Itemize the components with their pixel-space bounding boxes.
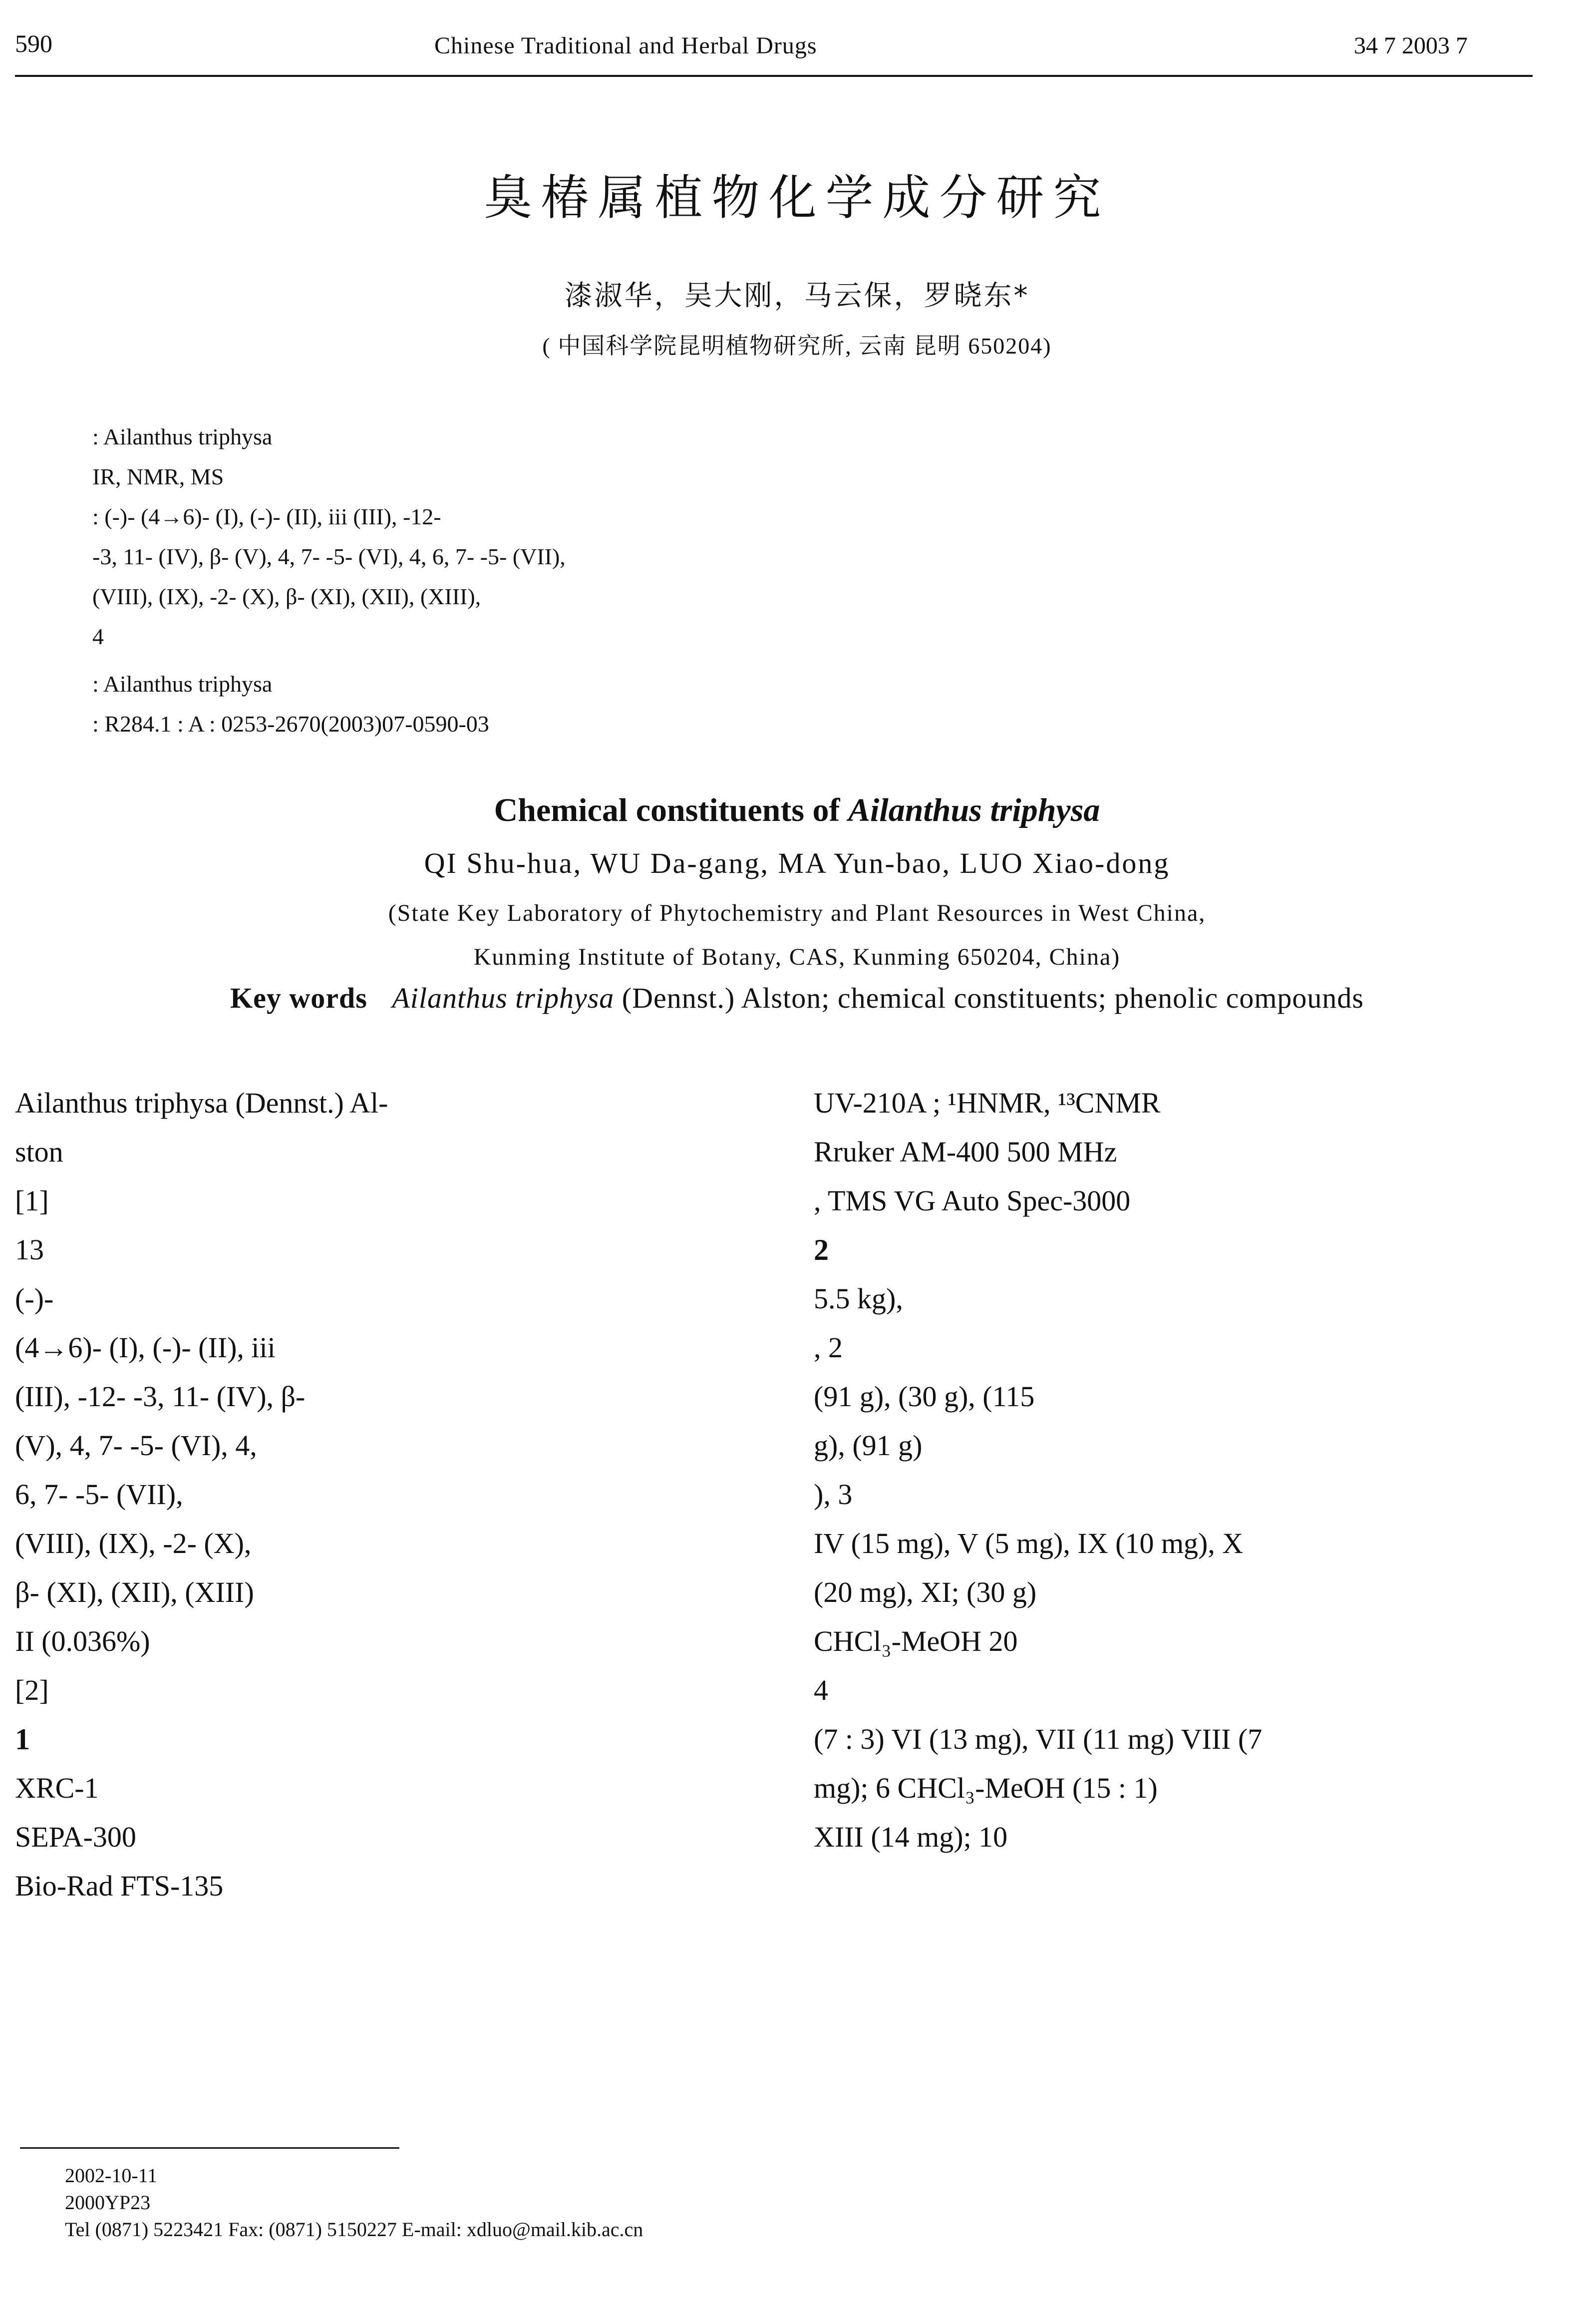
footnote-contact: Tel (0871) 5223421 Fax: (0871) 5150227 E-mail: xdluo@mail.kib.ac.cn [65,2218,643,2241]
body-line: , 2 [814,1331,843,1364]
footnote-rule [20,2147,399,2149]
journal-name: Chinese Traditional and Herbal Drugs [434,32,817,59]
body-column-left [15,1079,734,1911]
affiliation-line: (State Key Laboratory of Phytochemistry and Plant Resources in West China, [388,900,1206,926]
keywords-line: : Ailanthus triphysa [92,671,273,697]
english-title [0,791,1594,829]
footnotes [65,2162,1513,2243]
abstract-line: (VIII), (IX), -2- (X), β- (XI), (XII), (XIII), [92,584,481,609]
page-number: 590 [15,29,52,57]
english-authors: QI Shu-hua, WU Da-gang, MA Yun-bao, LUO Xiao-dong [424,847,1170,879]
body-line: mg); 6 CHCl₃-MeOH (15 : 1) [814,1772,1158,1804]
body-line: [1] [15,1184,49,1217]
body-line: SEPA-300 [15,1821,136,1853]
abstract-line: : Ailanthus triphysa [92,424,273,449]
english-title-species: Ailanthus triphysa [848,792,1100,828]
english-affiliation [0,891,1594,979]
body-line: Ailanthus triphysa (Dennst.) Al- [15,1087,388,1119]
body-line: Bio-Rad FTS-135 [15,1870,224,1902]
body-line: [2] [15,1674,49,1706]
classification-line: : R284.1 : A : 0253-2670(2003)07-0590-03 [92,711,489,737]
english-keywords [0,981,1594,1015]
chinese-abstract [92,417,1530,657]
body-line: IV (15 mg), V (5 mg), IX (10 mg), X [814,1527,1244,1559]
body-line: ), 3 [814,1478,853,1511]
chinese-keywords-classification [92,664,1530,744]
keywords-text: (Dennst.) Alston; chemical constituents; phenolic compounds [622,982,1364,1014]
footnote-funding: 2000YP23 [65,2191,151,2214]
body-line: XRC-1 [15,1772,99,1804]
affiliation-line: Kunming Institute of Botany, CAS, Kunming 650204, China) [473,944,1121,970]
chinese-title: 臭椿属植物化学成分研究 [484,171,1110,225]
footnote-received: 2002-10-11 [65,2164,158,2187]
body-line: 13 [15,1233,44,1266]
body-column-right [814,1079,1533,1862]
body-line: β- (XI), (XII), (XIII) [15,1576,254,1608]
body-line: (VIII), (IX), -2- (X), [15,1527,252,1559]
body-line: ston [15,1136,63,1168]
english-title-text: Chemical constituents of [494,792,840,828]
abstract-line: 4 [92,624,104,649]
body-line: (V), 4, 7- -5- (VI), 4, [15,1429,257,1462]
body-line: 5.5 kg), [814,1282,903,1315]
keywords-label: Key words [230,982,367,1014]
body-line: (20 mg), XI; (30 g) [814,1576,1037,1608]
body-line: (7 : 3) VI (13 mg), VII (11 mg) VIII (7 [814,1723,1263,1755]
body-line: CHCl₃-MeOH 20 [814,1625,1018,1657]
chinese-affiliation: ( 中国科学院昆明植物研究所, 云南 昆明 650204) [542,333,1052,359]
issue-info: 34 7 2003 7 [1354,32,1468,59]
body-line: 6, 7- -5- (VII), [15,1478,183,1511]
body-line: (91 g), (30 g), (115 [814,1380,1035,1413]
body-line: g), (91 g) [814,1429,923,1462]
running-header [15,29,1533,69]
body-line: (4→6)- (I), (-)- (II), iii [15,1331,276,1364]
body-line: (III), -12- -3, 11- (IV), β- [15,1380,306,1413]
abstract-line: IR, NMR, MS [92,464,224,489]
body-line: (-)- [15,1282,54,1315]
chinese-authors: 漆淑华，吴大刚，马云保，罗晓东* [564,280,1030,312]
body-line: UV-210A ; ¹HNMR, ¹³CNMR [814,1087,1161,1119]
body-line: XIII (14 mg); 10 [814,1821,1008,1853]
section-heading: 2 [814,1233,829,1266]
keywords-species: Ailanthus triphysa [392,982,615,1014]
header-rule [15,75,1533,77]
body-line: Rruker AM-400 500 MHz [814,1136,1117,1168]
abstract-line: : (-)- (4→6)- (I), (-)- (II), iii (III), -12- [92,504,441,529]
body-line: , TMS VG Auto Spec-3000 [814,1184,1131,1217]
section-heading: 1 [15,1723,30,1756]
body-line: 4 [814,1674,828,1706]
abstract-line: -3, 11- (IV), β- (V), 4, 7- -5- (VI), 4, 6, 7- -5- (VII), [92,544,566,569]
body-line: II (0.036%) [15,1625,150,1657]
